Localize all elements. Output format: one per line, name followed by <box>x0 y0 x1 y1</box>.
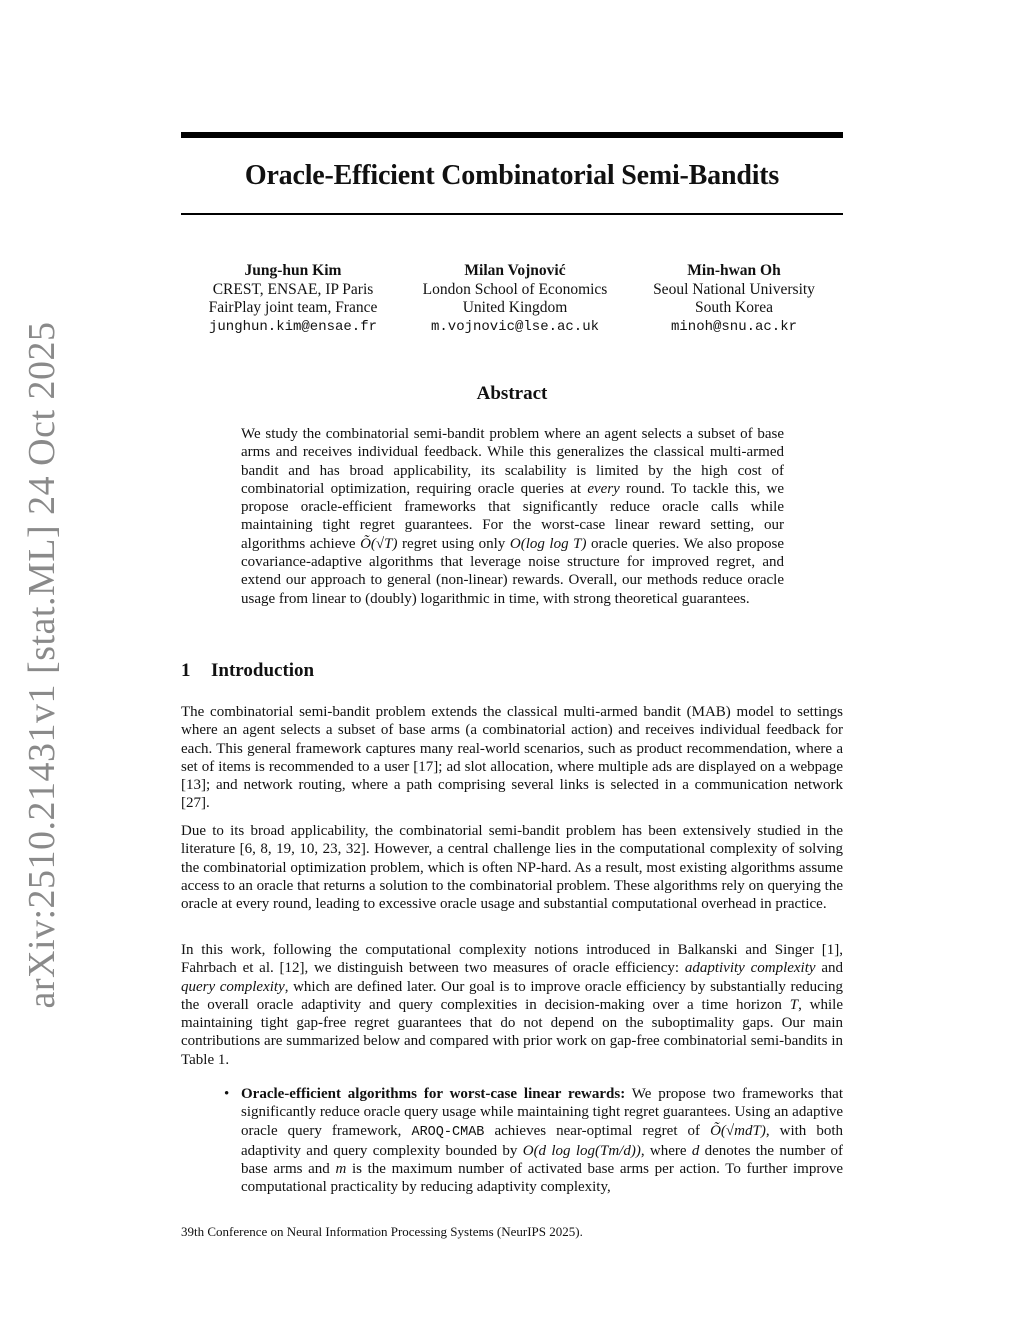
abstract-heading: Abstract <box>476 383 548 404</box>
paragraph-text-part: and <box>815 960 843 977</box>
math-variable: T <box>789 996 799 1013</box>
math-query-bound: O(log log T) <box>509 535 587 552</box>
algorithm-name: AROQ-CMAB <box>411 1124 485 1140</box>
abstract-text-part: We study the combinatorial semi-bandit problem where an agent selects a subset of base arms and receives individual feedback. While this generalizes the classical multi-armed bandit and has broad applicability, its scalability is limited by the high cost of combinatorial optimization, requiring oracle queries at <box>241 426 784 497</box>
math-complexity-bound: O(d log log(Tm/d)) <box>522 1142 641 1159</box>
term-emphasis: adaptivity complexity <box>684 960 816 977</box>
bullet-text-part: is the maximum number of activated base arms per action. To further improve computational practicality by reducing adaptivity complexity, <box>241 1161 843 1196</box>
author-affiliation: Seoul National University <box>653 280 815 298</box>
author-email: minoh@snu.ac.kr <box>670 318 798 335</box>
abstract-text-part: regret using only <box>397 535 510 552</box>
title-top-rule <box>181 132 843 138</box>
paragraph-text-part: , while maintaining tight gap-free regret guarantees that do not depend on the suboptimality gaps. Our main contributions are summarized below and compared with prior work on gap-free combinatorial semi-bandits in Table 1. <box>181 996 844 1068</box>
section-title: Introduction <box>211 660 315 681</box>
author-email: junghun.kim@ensae.fr <box>208 318 378 335</box>
intro-paragraph-3 <box>181 941 843 1069</box>
author-name: Jung-hun Kim <box>244 262 342 279</box>
author-3 <box>625 262 843 336</box>
author-email: m.vojnovic@lse.ac.uk <box>430 318 600 335</box>
abstract-text-part: oracle queries. We also propose covariance-adaptive algorithms that leverage noise structure for improved regret, and extend our approach to general (non-linear) rewards. Overall, our methods reduce oracle usage from linear to (doubly) logarithmic in time, with strong theoretical guarantees. <box>241 535 784 607</box>
abstract-text <box>241 425 784 608</box>
math-variable: m <box>335 1161 347 1178</box>
bullet-marker: • <box>224 1086 230 1102</box>
math-regret-bound: Õ(√T) <box>360 535 398 552</box>
paragraph-text-part: , which are defined later. Our goal is to improve oracle efficiency by substantially reducing the overall oracle adaptivity and query complexities in decision-making over a time horizon <box>181 978 843 1013</box>
abstract-text-part: round. To tackle this, we propose oracle-efficient frameworks that significantly reduce oracle calls while maintaining tight regret guarantees. For the worst-case linear reward setting, our algorithms achieve <box>241 480 785 552</box>
author-name: Min-hwan Oh <box>687 262 781 279</box>
intro-paragraph-1: The combinatorial semi-bandit problem extends the classical multi-armed bandit (MAB) model to settings where an agent selects a subset of base arms (a combinatorial action) and receives individual feedback for each. This general framework captures many real-world scenarios, such as product recommendation, where a set of items is recommended to a user [17]; ad slot allocation, where multiple ads are displayed on a webpage [13]; and network routing, where a path comprising several links is selected in a communication network [27]. <box>181 704 843 812</box>
section-heading <box>181 660 314 682</box>
bullet-text-part: denotes the number of base arms and <box>241 1142 843 1178</box>
paragraph-text-part: In this work, following the computational complexity notions introduced in Balkanski and Singer [1], Fahrbach et al. [12], we distinguish between two measures of oracle efficiency: <box>181 942 843 977</box>
author-2 <box>405 262 625 336</box>
title-bottom-rule <box>181 213 843 215</box>
author-name: Milan Vojnović <box>464 262 566 279</box>
bullet-text-part: , with both adaptivity and query complexity bounded by <box>241 1122 843 1159</box>
bullet-lead: Oracle-efficient algorithms for worst-case linear rewards: <box>241 1086 626 1102</box>
section-number: 1 <box>181 660 191 681</box>
abstract-emphasis: every <box>587 480 620 497</box>
bullet-text-part: We propose two frameworks that significantly reduce oracle query usage while maintaining tight regret guarantees. Using an adaptive oracle query framework, <box>241 1086 844 1139</box>
arxiv-identifier-stamp <box>12 321 72 1009</box>
list-item <box>222 1085 843 1197</box>
author-affiliation: CREST, ENSAE, IP Paris <box>212 280 374 298</box>
term-emphasis: query complexity <box>181 978 285 995</box>
author-affiliation: South Korea <box>695 299 773 316</box>
paper-title: Oracle-Efficient Combinatorial Semi-Bandits <box>244 160 780 191</box>
math-regret-bound: Õ(√mdT) <box>710 1122 766 1139</box>
arxiv-stamp-text: arXiv:2510.21431v1 [stat.ML] 24 Oct 2025 <box>21 321 63 1009</box>
bullet-text-part: , where <box>640 1142 692 1159</box>
author-affiliation: London School of Economics <box>422 280 608 298</box>
conference-footnote: 39th Conference on Neural Information Processing Systems (NeurIPS 2025). <box>181 1224 583 1239</box>
author-1 <box>181 262 405 336</box>
intro-paragraph-2: Due to its broad applicability, the combinatorial semi-bandit problem has been extensively studied in the literature [6, 8, 19, 10, 23, 32]. However, a central challenge lies in the computational complexity of solving the combinatorial optimization problem, which is often NP-hard. As a result, most existing algorithms assume access to an oracle that returns a solution to the combinatorial problem. These algorithms rely on querying the oracle at every round, leading to excessive oracle usage and substantial computational overhead in practice. <box>181 823 843 913</box>
math-variable: d <box>691 1142 700 1159</box>
bullet-text-part: achieves near-optimal regret of <box>484 1122 711 1139</box>
author-affiliation: FairPlay joint team, France <box>208 299 378 316</box>
author-affiliation: United Kingdom <box>462 299 568 316</box>
contributions-list <box>222 1085 843 1197</box>
